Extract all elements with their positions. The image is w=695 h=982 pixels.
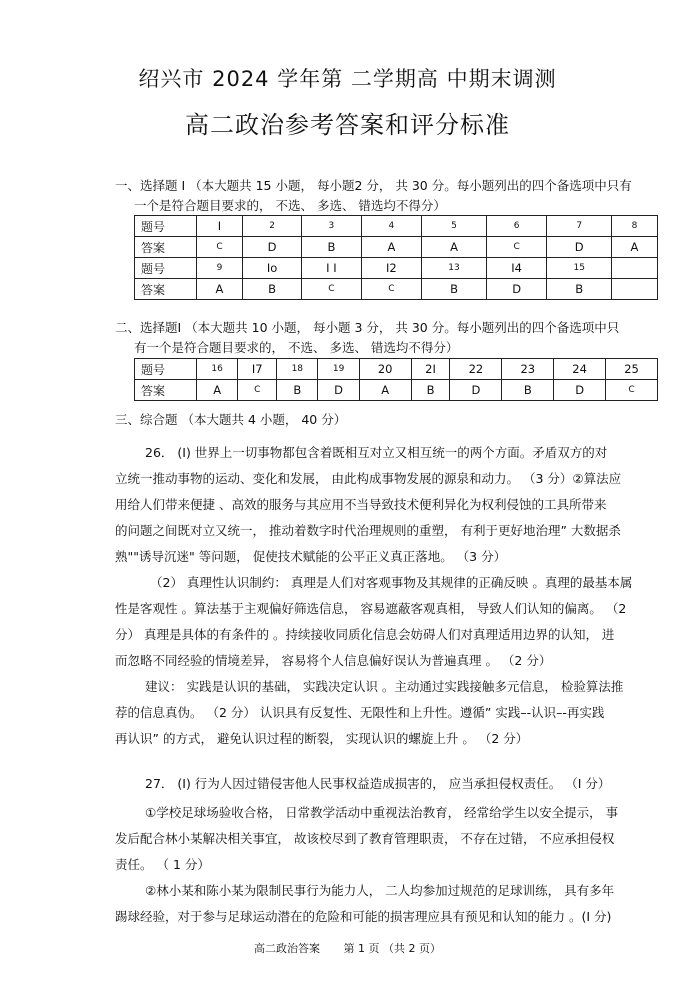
answer-cell: A xyxy=(197,380,238,401)
row-label-number: 题号 xyxy=(135,359,197,380)
table-row xyxy=(135,359,658,380)
answer-cell: A xyxy=(611,237,657,258)
question-number: 19 xyxy=(318,359,359,380)
question-number: 16 xyxy=(197,359,238,380)
row-label-number: 题号 xyxy=(135,216,197,237)
table-row xyxy=(135,258,658,279)
question-number: 20 xyxy=(359,359,411,380)
answer-cell: D xyxy=(318,380,359,401)
answer-cell: B xyxy=(411,380,450,401)
footer-doc-name: 高二政治答案 xyxy=(254,942,320,955)
answer-paragraph-line: 26． (I) 世界上一切事物都包含着既相互对立又相互统一的两个方面。矛盾双方的对 xyxy=(145,445,608,460)
answer-cell: B xyxy=(277,380,318,401)
document-title: 绍兴市 2024 学年第 二学期高 中期末调测 xyxy=(138,67,557,91)
answer-cell: B xyxy=(502,380,554,401)
section1-instruction-line2: 一个是符合题目要求的， 不选、 多选、 错选均不得分） xyxy=(134,198,446,213)
answer-paragraph-line: 的问题之间既对立又统一， 推动着数字时代治理规则的重塑， 有利于更好地治理” 大数据杀 xyxy=(115,523,621,538)
question-number: 13 xyxy=(422,258,487,279)
answer-paragraph-line: 发后配合林小某解决相关事宜， 故该校尽到了教育管理职责， 不存在过错， 不应承担侵权 xyxy=(115,831,615,846)
question-number: 24 xyxy=(554,359,606,380)
answer-cell: A xyxy=(422,237,487,258)
answer-paragraph-line: 而忽略不同经验的情境差异， 容易将个人信息偏好误认为普遍真理 。 （2 分） xyxy=(115,653,552,668)
answer-cell: B xyxy=(547,279,612,300)
answer-cell: D xyxy=(450,380,502,401)
answer-table-2 xyxy=(134,358,658,401)
answer-cell: B xyxy=(422,279,487,300)
answer-paragraph-line: 27． (I) 行为人因过错侵害他人民事权益造成损害的， 应当承担侵权责任。 （I 分） xyxy=(145,776,611,791)
question-number: 18 xyxy=(277,359,318,380)
answer-paragraph-line: 性是客观性 。算法基于主观偏好筛选信息， 容易遮蔽客观真相， 导致人们认知的偏离。 （2 xyxy=(115,601,627,616)
question-number: I I xyxy=(302,258,361,279)
question-number: 2 xyxy=(242,216,301,237)
question-number: 7 xyxy=(547,216,612,237)
answer-paragraph-line: 分） 真理是具体的有条件的 。持续接收同质化信息会妨碍人们对真理适用边界的认知， 进 xyxy=(115,627,615,642)
answer-paragraph-line: 责任。 （ 1 分） xyxy=(115,857,210,872)
answer-paragraph-line: 建议： 实践是认识的基础， 实践决定认识 。主动通过实践接触多元信息， 检验算法推 xyxy=(145,679,624,694)
question-number: 2I xyxy=(411,359,450,380)
answer-cell xyxy=(611,279,657,300)
question-number: I4 xyxy=(486,258,547,279)
answer-cell: C xyxy=(606,380,658,401)
answer-cell: C xyxy=(361,279,422,300)
question-number: 25 xyxy=(606,359,658,380)
document-subtitle: 高二政治参考答案和评分标准 xyxy=(185,111,510,139)
question-number: I7 xyxy=(238,359,277,380)
question-number: 23 xyxy=(502,359,554,380)
answer-paragraph-line: 荐的信息真伪。 （2 分） 认识具有反复性、无限性和上升性。遵循” 实践–-认识–-再实践 xyxy=(115,705,605,720)
answer-cell: C xyxy=(197,237,243,258)
section2-instruction-line1: 二、选择题I （本大题共 10 小题， 每小题 3 分， 共 30 分。每小题列出的四个备选项中只 xyxy=(115,320,620,335)
answer-cell: C xyxy=(238,380,277,401)
answer-cell: B xyxy=(242,279,301,300)
table-row xyxy=(135,216,658,237)
answer-paragraph-line: ②林小某和陈小某为限制民事行为能力人， 二人均参加过规范的足球训练， 具有多年 xyxy=(145,883,615,898)
answer-cell: C xyxy=(486,237,547,258)
answer-cell: D xyxy=(547,237,612,258)
answer-cell: A xyxy=(197,279,243,300)
question-number: 3 xyxy=(302,216,361,237)
answer-cell: C xyxy=(302,279,361,300)
question-number: 6 xyxy=(486,216,547,237)
question-number xyxy=(611,258,657,279)
answer-paragraph-line: 再认识” 的方式， 避免认识过程的断裂， 实现认识的螺旋上升 。 （2 分） xyxy=(115,731,529,746)
answer-cell: D xyxy=(486,279,547,300)
section1-instruction-line1: 一、选择题 I （本大题共 15 小题， 每小题2 分， 共 30 分。每小题列出的四个备选项中只有 xyxy=(115,178,632,193)
question-number: 5 xyxy=(422,216,487,237)
answer-paragraph-line: 熟""诱导沉迷" 等问题， 促使技术赋能的公平正义真正落地。 （3 分） xyxy=(115,549,507,564)
question-number: 15 xyxy=(547,258,612,279)
row-label-answer: 答案 xyxy=(135,380,197,401)
answer-cell: B xyxy=(302,237,361,258)
question-number: I2 xyxy=(361,258,422,279)
page-footer xyxy=(0,940,695,956)
answer-paragraph-line: 踢球经验，对于参与足球运动潜在的危险和可能的损害理应具有预见和认知的能力 。(I 分) xyxy=(115,909,612,924)
section3-heading: 三、综合题 （本大题共 4 小题， 40 分） xyxy=(115,412,347,427)
question-number: 22 xyxy=(450,359,502,380)
answer-cell: A xyxy=(361,237,422,258)
table-row xyxy=(135,380,658,401)
answer-paragraph-line: （2） 真理性认识制约： 真理是人们对客观事物及其规律的正确反映 。真理的最基本属 xyxy=(150,575,633,590)
table-row xyxy=(135,237,658,258)
answer-cell: D xyxy=(242,237,301,258)
row-label-answer: 答案 xyxy=(135,279,197,300)
row-label-number: 题号 xyxy=(135,258,197,279)
question-number: Io xyxy=(242,258,301,279)
footer-page-number: 第 1 页 （共 2 页） xyxy=(343,942,441,955)
question-number: I xyxy=(197,216,243,237)
question-number: 4 xyxy=(361,216,422,237)
table-row xyxy=(135,279,658,300)
question-number: 9 xyxy=(197,258,243,279)
section2-instruction-line2: 有一个是符合题目要求的， 不选、 多选、 错选均不得分） xyxy=(134,340,459,355)
answer-table-1 xyxy=(134,215,658,300)
answer-paragraph-line: 立统一推动事物的运动、变化和发展， 由此构成事物发展的源泉和动力。 （3 分）②算法应 xyxy=(115,471,622,486)
answer-cell: D xyxy=(554,380,606,401)
answer-paragraph-line: 用给人们带来便捷 、高效的服务与其应用不当导致技术便利异化为权利侵蚀的工具所带来 xyxy=(115,497,607,512)
row-label-answer: 答案 xyxy=(135,237,197,258)
answer-cell: A xyxy=(359,380,411,401)
answer-paragraph-line: ①学校足球场验收合格， 日常教学活动中重视法治教育， 经常给学生以安全提示， 事 xyxy=(145,805,619,820)
question-number: 8 xyxy=(611,216,657,237)
